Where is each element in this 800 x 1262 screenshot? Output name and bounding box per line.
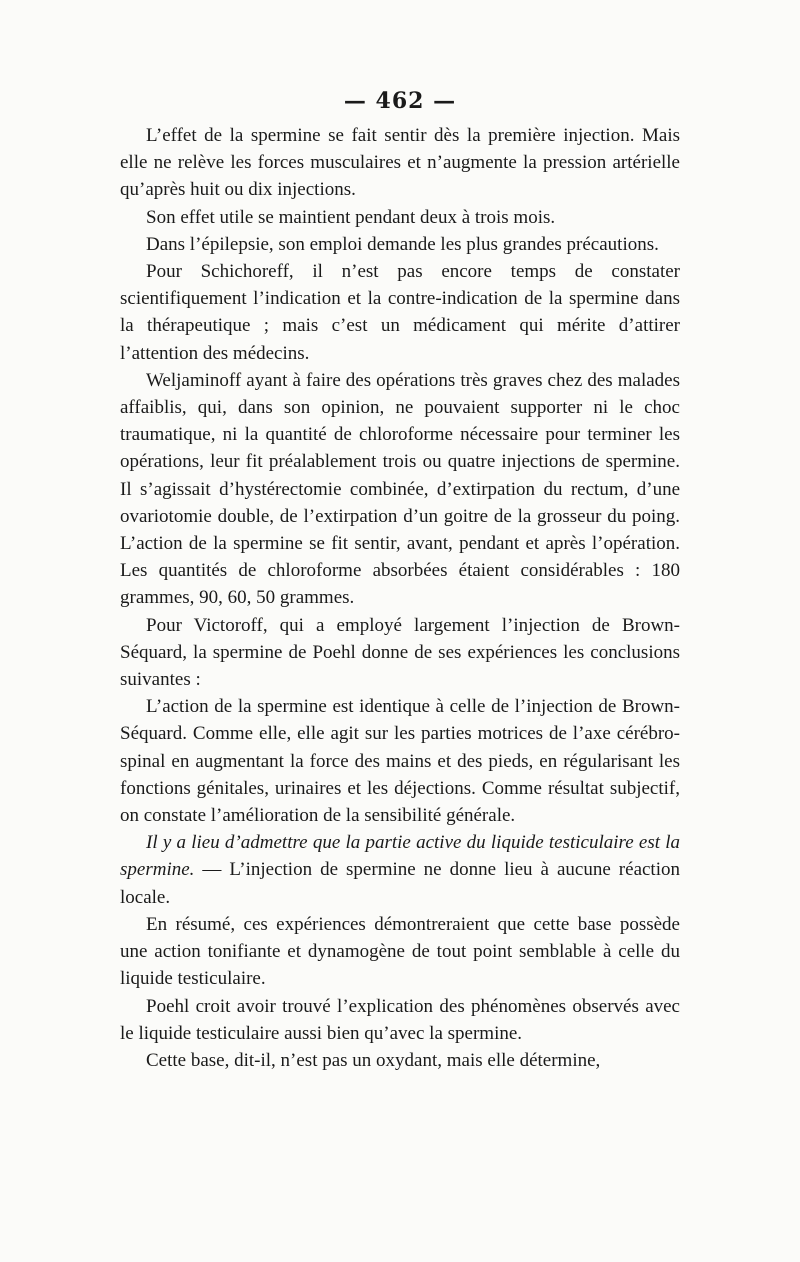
paragraph: En résumé, ces expériences démontreraient que cette base possède une action tonifiante et dynamogène de tout point semblable à celle du liquide testiculaire. (120, 913, 680, 990)
paragraph-continuation: — L’injection de spermine ne donne lieu à aucune réaction locale. (120, 859, 680, 908)
paragraph (120, 829, 680, 911)
paragraph: Cette base, dit-il, n’est pas un oxydant, mais elle détermine, (146, 1049, 601, 1071)
paragraph: Dans l’épilepsie, son emploi demande les plus grandes précautions. (146, 233, 659, 255)
paragraph: L’action de la spermine est identique à celle de l’injection de Brown-Séquard. Comme elle, elle agit sur les parties motrices de l’axe cérébro-spinal en augmentant la force des mains et des pieds, en régularisant les fonctions génitales, urinaires et les déjections. Comme résultat subjectif, on constate l’amélioration de la sensibilité générale. (120, 696, 680, 827)
paragraph: Poehl croit avoir trouvé l’explication des phénomènes observés avec le liquide testiculaire aussi bien qu’avec la spermine. (120, 995, 680, 1044)
italic-statement: Il y a lieu d’admettre que la partie active du liquide testiculaire est la spermine. (120, 832, 680, 881)
body-text (120, 122, 680, 1074)
paragraph: Pour Victoroff, qui a employé largement l’injection de Brown-Séquard, la spermine de Poehl donne de ses expériences les conclusions suivantes : (120, 614, 680, 691)
paragraph: Pour Schichoreff, il n’est pas encore temps de constater scientifiquement l’indication et la contre-indication de la spermine dans la thérapeutique ; mais c’est un médicament qui mérite d’attirer l’attention des médecins. (120, 261, 680, 364)
paragraph: Weljaminoff ayant à faire des opérations très graves chez des malades affaiblis, qui, dans son opinion, ne pouvaient supporter ni le choc traumatique, ni la quantité de chloroforme nécessaire pour terminer les opérations, leur fit préalablement trois ou quatre injections de spermine. Il s’agissait d’hystérectomie combinée, d’extirpation du rectum, d’une ovariotomie double, de l’extirpation d’un goitre de la grosseur du poing. L’action de la spermine se fit sentir, avant, pendant et après l’opération. Les quantités de chloroforme absorbées étaient considérables : 180 grammes, 90, 60, 50 grammes. (120, 369, 680, 609)
page-number: — 462 — (343, 88, 457, 114)
paragraph: Son effet utile se maintient pendant deux à trois mois. (146, 206, 556, 228)
paragraph: L’effet de la spermine se fait sentir dès la première injection. Mais elle ne relève les forces musculaires et n’augmente la pression artérielle qu’après huit ou dix injections. (120, 125, 680, 201)
